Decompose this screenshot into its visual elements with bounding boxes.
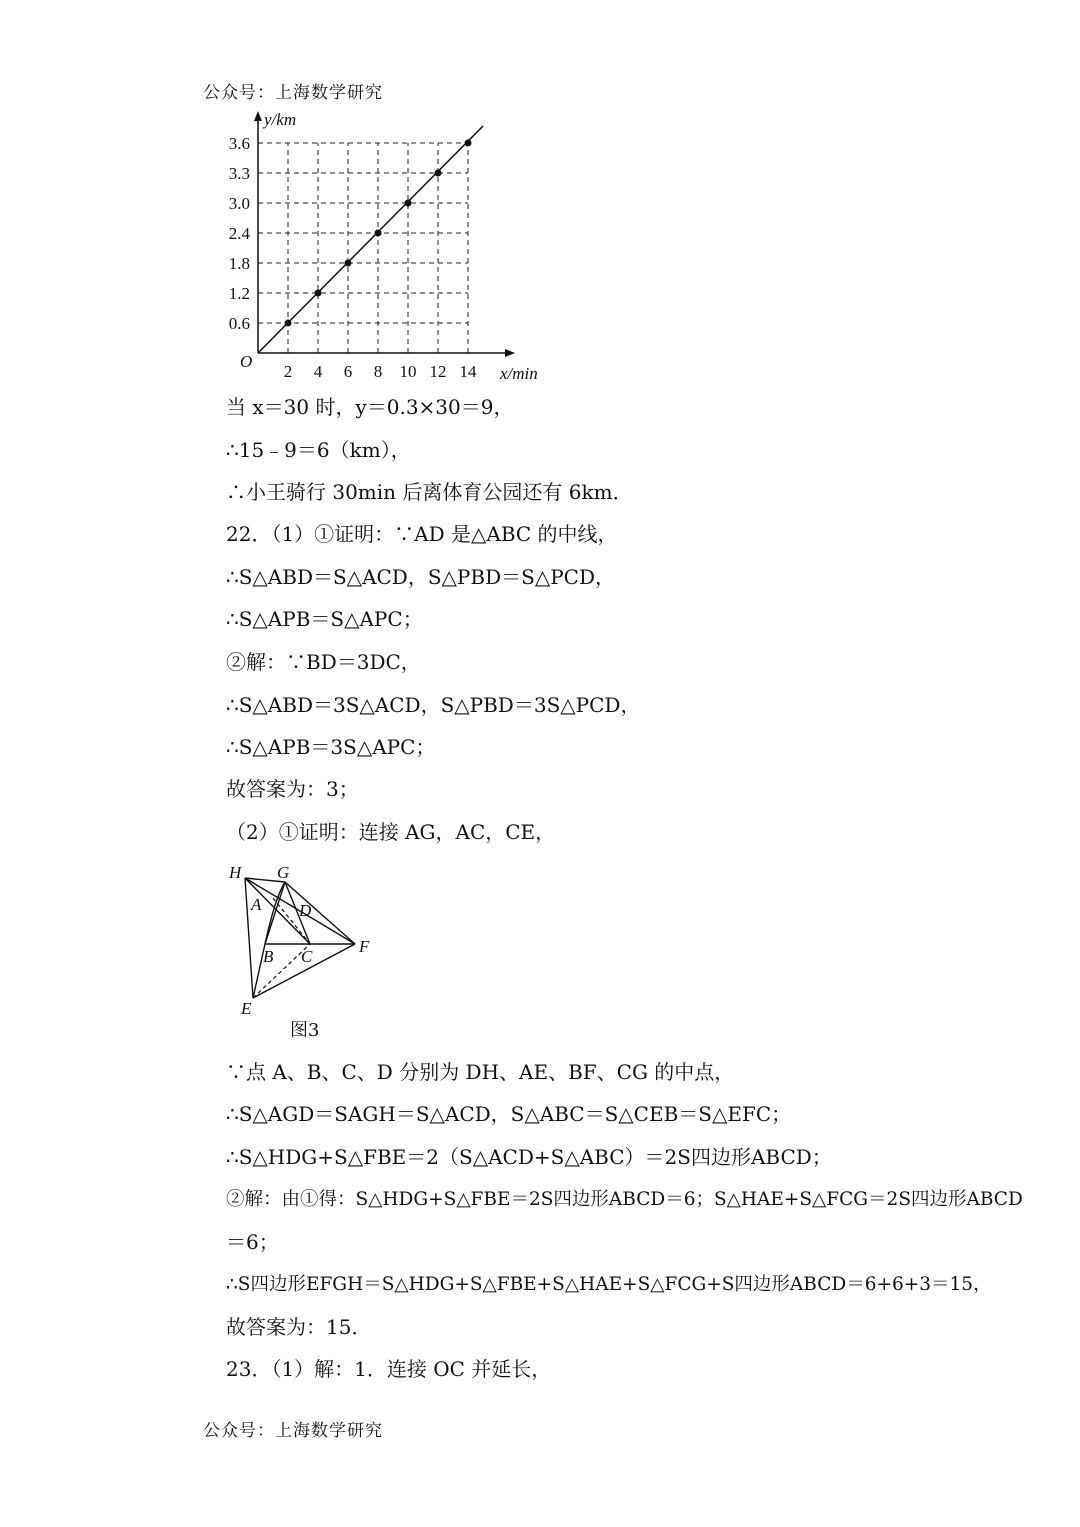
text-line-18: 故答案为：15． [226, 1315, 372, 1339]
text-line-6: ∴S△APB＝S△APC； [226, 607, 423, 631]
y-tick-label: 1.8 [228, 254, 250, 273]
text-line-9: ∴S△APB＝3S△APC； [226, 735, 436, 759]
fig3-label-e: E [241, 999, 252, 1018]
text-line-17: ∴S四边形EFGH＝S△HDG+S△FBE+S△HAE+S△FCG+S四边形ABCD＝6+6+3＝15， [226, 1274, 992, 1295]
fig3-label-b: B [263, 947, 274, 966]
y-axis-label: y/km [264, 110, 297, 129]
text-line-2: ∴15﹣9＝6（km）， [226, 438, 411, 462]
data-point [345, 260, 352, 267]
fig3-label-c: C [301, 947, 313, 966]
x-tick-label: 2 [283, 362, 293, 381]
text-line-3: ∴小王骑行 30min 后离体育公园还有 6km． [226, 480, 633, 504]
x-tick-label: 8 [373, 362, 383, 381]
data-point [465, 140, 472, 147]
text-line-19: 23．（1）解：1．连接 OC 并延长， [226, 1357, 552, 1381]
trend-line [258, 126, 483, 353]
y-tick-label: 1.2 [228, 284, 250, 303]
y-tick-label: 3.3 [228, 164, 250, 183]
text-line-11: （2）①证明：连接 AG，AC，CE， [226, 820, 556, 844]
text-line-7: ②解：∵BD＝3DC， [226, 650, 421, 674]
fig3-label-h: H [229, 863, 242, 882]
y-axis-arrow [254, 111, 262, 121]
y-tick-label: 2.4 [228, 224, 250, 243]
text-line-16: ＝6； [226, 1230, 279, 1254]
page-header: 公众号：上海数学研究 [203, 83, 383, 103]
x-tick-label: 14 [459, 362, 477, 381]
fig3-label-f: F [359, 937, 370, 956]
text-line-12: ∵点 A、B、C、D 分别为 DH、AE、BF、CG 的中点， [226, 1060, 735, 1084]
y-tick-label: 3.0 [228, 194, 250, 213]
x-tick-label: 4 [313, 362, 323, 381]
text-line-10: 故答案为：3； [226, 777, 359, 801]
text-line-5: ∴S△ABD＝S△ACD，S△PBD＝S△PCD， [226, 565, 615, 589]
figure-3 [225, 858, 385, 1023]
figure-3-svg [225, 858, 385, 1023]
text-line-1: 当 x＝30 时，y＝0.3×30＝9， [226, 395, 514, 419]
page-footer: 公众号：上海数学研究 [203, 1421, 383, 1441]
x-tick-label: 10 [399, 362, 417, 381]
distance-time-chart [225, 105, 565, 385]
data-point [315, 290, 322, 297]
text-line-4: 22．（1）①证明：∵AD 是△ABC 的中线， [226, 522, 618, 546]
data-point [405, 200, 412, 207]
x-axis-label: x/min [500, 364, 538, 383]
x-tick-label: 6 [343, 362, 353, 381]
text-line-8: ∴S△ABD＝3S△ACD，S△PBD＝3S△PCD， [226, 693, 641, 717]
x-tick-label: 12 [429, 362, 447, 381]
y-tick-label: 0.6 [228, 314, 250, 333]
fig3-label-d: D [299, 901, 312, 920]
data-point [285, 320, 292, 327]
y-tick-label: 3.6 [228, 134, 250, 153]
fig3-label-a: A [251, 895, 262, 914]
text-line-15: ②解：由①得：S△HDG+S△FBE＝2S四边形ABCD＝6；S△HAE+S△FCG＝2S四边形ABCD [226, 1189, 1023, 1210]
origin-label: O [240, 352, 253, 371]
text-line-14: ∴S△HDG+S△FBE＝2（S△ACD+S△ABC）＝2S四边形ABCD； [226, 1145, 832, 1169]
x-axis-arrow [505, 349, 515, 357]
data-point [375, 230, 382, 237]
chart-svg [225, 105, 565, 385]
fig3-label-g: G [277, 863, 290, 882]
figure-3-caption: 图3 [290, 1020, 320, 1041]
data-point [435, 170, 442, 177]
text-line-13: ∴S△AGD＝SAGH＝S△ACD，S△ABC＝S△CEB＝S△EFC； [226, 1102, 792, 1126]
